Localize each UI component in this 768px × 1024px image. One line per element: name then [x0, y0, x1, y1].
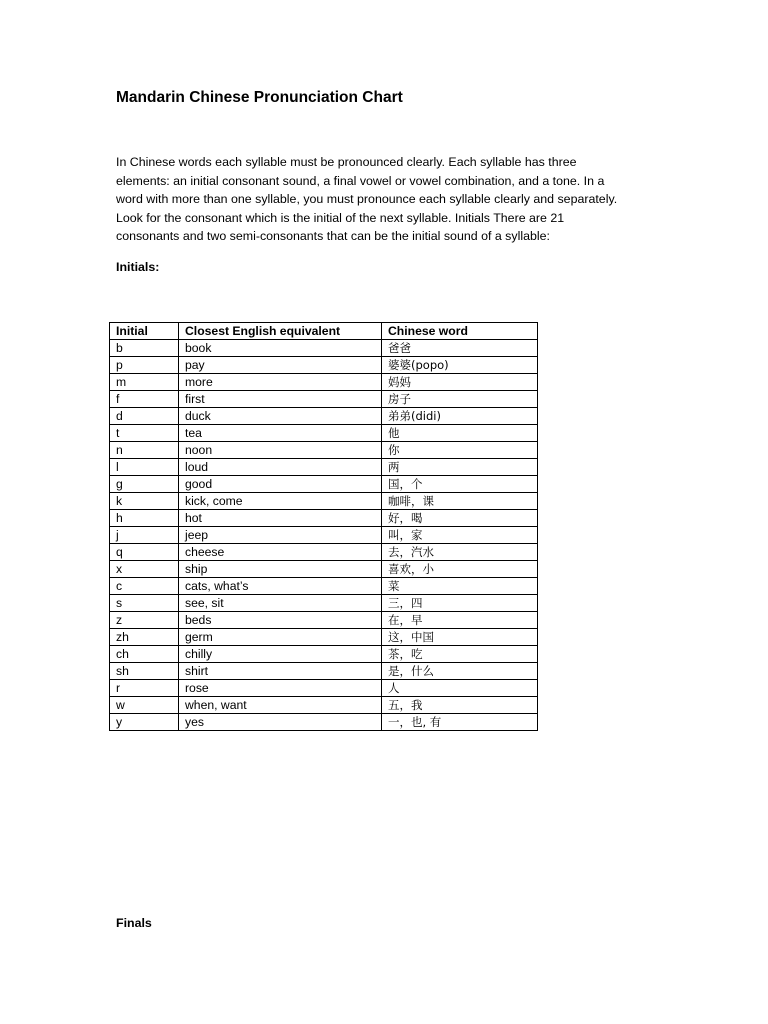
column-header-english: Closest English equivalent: [179, 323, 382, 340]
cell-chinese: 茶，吃: [382, 646, 538, 663]
intro-line: In Chinese words each syllable must be pronounced clearly. Each syllable has three: [116, 155, 577, 169]
column-header-chinese: Chinese word: [382, 323, 538, 340]
cell-english: tea: [179, 425, 382, 442]
table-row: [110, 578, 538, 595]
cell-initial: x: [110, 561, 179, 578]
cell-initial: t: [110, 425, 179, 442]
table-row: [110, 459, 538, 476]
cell-chinese: 你: [382, 442, 538, 459]
intro-line: elements: an initial consonant sound, a final vowel or vowel combination, and a tone. In a: [116, 173, 605, 188]
cell-english: pay: [179, 357, 382, 374]
table-row: [110, 442, 538, 459]
cell-chinese: 弟弟(didi): [382, 408, 538, 425]
table-row: [110, 493, 538, 510]
cell-chinese: 去，汽水: [382, 544, 538, 561]
cell-chinese: 五，我: [382, 697, 538, 714]
intro-line: consonants and two semi-consonants that can be the initial sound of a syllable:: [116, 229, 550, 244]
cell-chinese: 这，中国: [382, 629, 538, 646]
cell-initial: ch: [110, 646, 179, 663]
cell-english: shirt: [179, 663, 382, 680]
cell-initial: f: [110, 391, 179, 408]
table-row: [110, 544, 538, 561]
cell-chinese: 在，早: [382, 612, 538, 629]
cell-chinese: 他: [382, 425, 538, 442]
cell-initial: r: [110, 680, 179, 697]
cell-english: hot: [179, 510, 382, 527]
cell-english: noon: [179, 442, 382, 459]
table-row: [110, 340, 538, 357]
cell-chinese: 咖啡，课: [382, 493, 538, 510]
cell-initial: c: [110, 578, 179, 595]
cell-english: jeep: [179, 527, 382, 544]
table-row: [110, 527, 538, 544]
table-row: [110, 629, 538, 646]
cell-chinese: 是，什么: [382, 663, 538, 680]
intro-line: word with more than one syllable, you must pronounce each syllable clearly and separately.: [116, 192, 618, 207]
cell-initial: w: [110, 697, 179, 714]
table-row: [110, 697, 538, 714]
cell-initial: k: [110, 493, 179, 510]
cell-english: germ: [179, 629, 382, 646]
cell-english: kick, come: [179, 493, 382, 510]
cell-chinese: 国，个: [382, 476, 538, 493]
intro-line: Look for the consonant which is the initial of the next syllable. Initials There are 21: [116, 210, 565, 225]
cell-chinese: 菜: [382, 578, 538, 595]
cell-english: first: [179, 391, 382, 408]
cell-initial: s: [110, 595, 179, 612]
initials-heading: Initials:: [116, 260, 160, 274]
cell-initial: zh: [110, 629, 179, 646]
table-header-row: [110, 323, 538, 340]
cell-initial: y: [110, 714, 179, 731]
cell-initial: b: [110, 340, 179, 357]
cell-chinese: 叫，家: [382, 527, 538, 544]
cell-english: rose: [179, 680, 382, 697]
page-title: Mandarin Chinese Pronunciation Chart: [116, 89, 403, 106]
cell-chinese: 一，也, 有: [382, 714, 538, 731]
cell-english: loud: [179, 459, 382, 476]
cell-english: yes: [179, 714, 382, 731]
table-row: [110, 612, 538, 629]
cell-chinese: 好，喝: [382, 510, 538, 527]
cell-chinese: 房子: [382, 391, 538, 408]
cell-chinese: 喜欢，小: [382, 561, 538, 578]
table-row: [110, 561, 538, 578]
table-row: [110, 646, 538, 663]
cell-english: chilly: [179, 646, 382, 663]
table-row: [110, 476, 538, 493]
cell-english: cats, what’s: [179, 578, 382, 595]
table-row: [110, 714, 538, 731]
table-row: [110, 680, 538, 697]
table-row: [110, 663, 538, 680]
cell-chinese: 人: [382, 680, 538, 697]
cell-chinese: 两: [382, 459, 538, 476]
cell-initial: q: [110, 544, 179, 561]
cell-english: when, want: [179, 697, 382, 714]
cell-english: beds: [179, 612, 382, 629]
cell-chinese: 妈妈: [382, 374, 538, 391]
cell-initial: d: [110, 408, 179, 425]
intro-paragraph: [116, 153, 656, 246]
initials-table-body: [110, 340, 538, 731]
table-row: [110, 391, 538, 408]
cell-chinese: 婆婆(popo): [382, 357, 538, 374]
cell-initial: n: [110, 442, 179, 459]
table-row: [110, 374, 538, 391]
table-row: [110, 595, 538, 612]
cell-initial: sh: [110, 663, 179, 680]
cell-initial: m: [110, 374, 179, 391]
cell-english: ship: [179, 561, 382, 578]
cell-initial: z: [110, 612, 179, 629]
cell-english: duck: [179, 408, 382, 425]
initials-table: [109, 322, 538, 731]
cell-initial: h: [110, 510, 179, 527]
table-row: [110, 357, 538, 374]
table-row: [110, 408, 538, 425]
table-row: [110, 425, 538, 442]
cell-english: good: [179, 476, 382, 493]
cell-chinese: 爸爸: [382, 340, 538, 357]
cell-english: more: [179, 374, 382, 391]
cell-english: see, sit: [179, 595, 382, 612]
cell-english: cheese: [179, 544, 382, 561]
cell-initial: g: [110, 476, 179, 493]
cell-chinese: 三，四: [382, 595, 538, 612]
column-header-initial: Initial: [110, 323, 179, 340]
table-row: [110, 510, 538, 527]
cell-initial: j: [110, 527, 179, 544]
cell-initial: l: [110, 459, 179, 476]
cell-initial: p: [110, 357, 179, 374]
finals-heading: Finals: [116, 916, 152, 930]
cell-english: book: [179, 340, 382, 357]
